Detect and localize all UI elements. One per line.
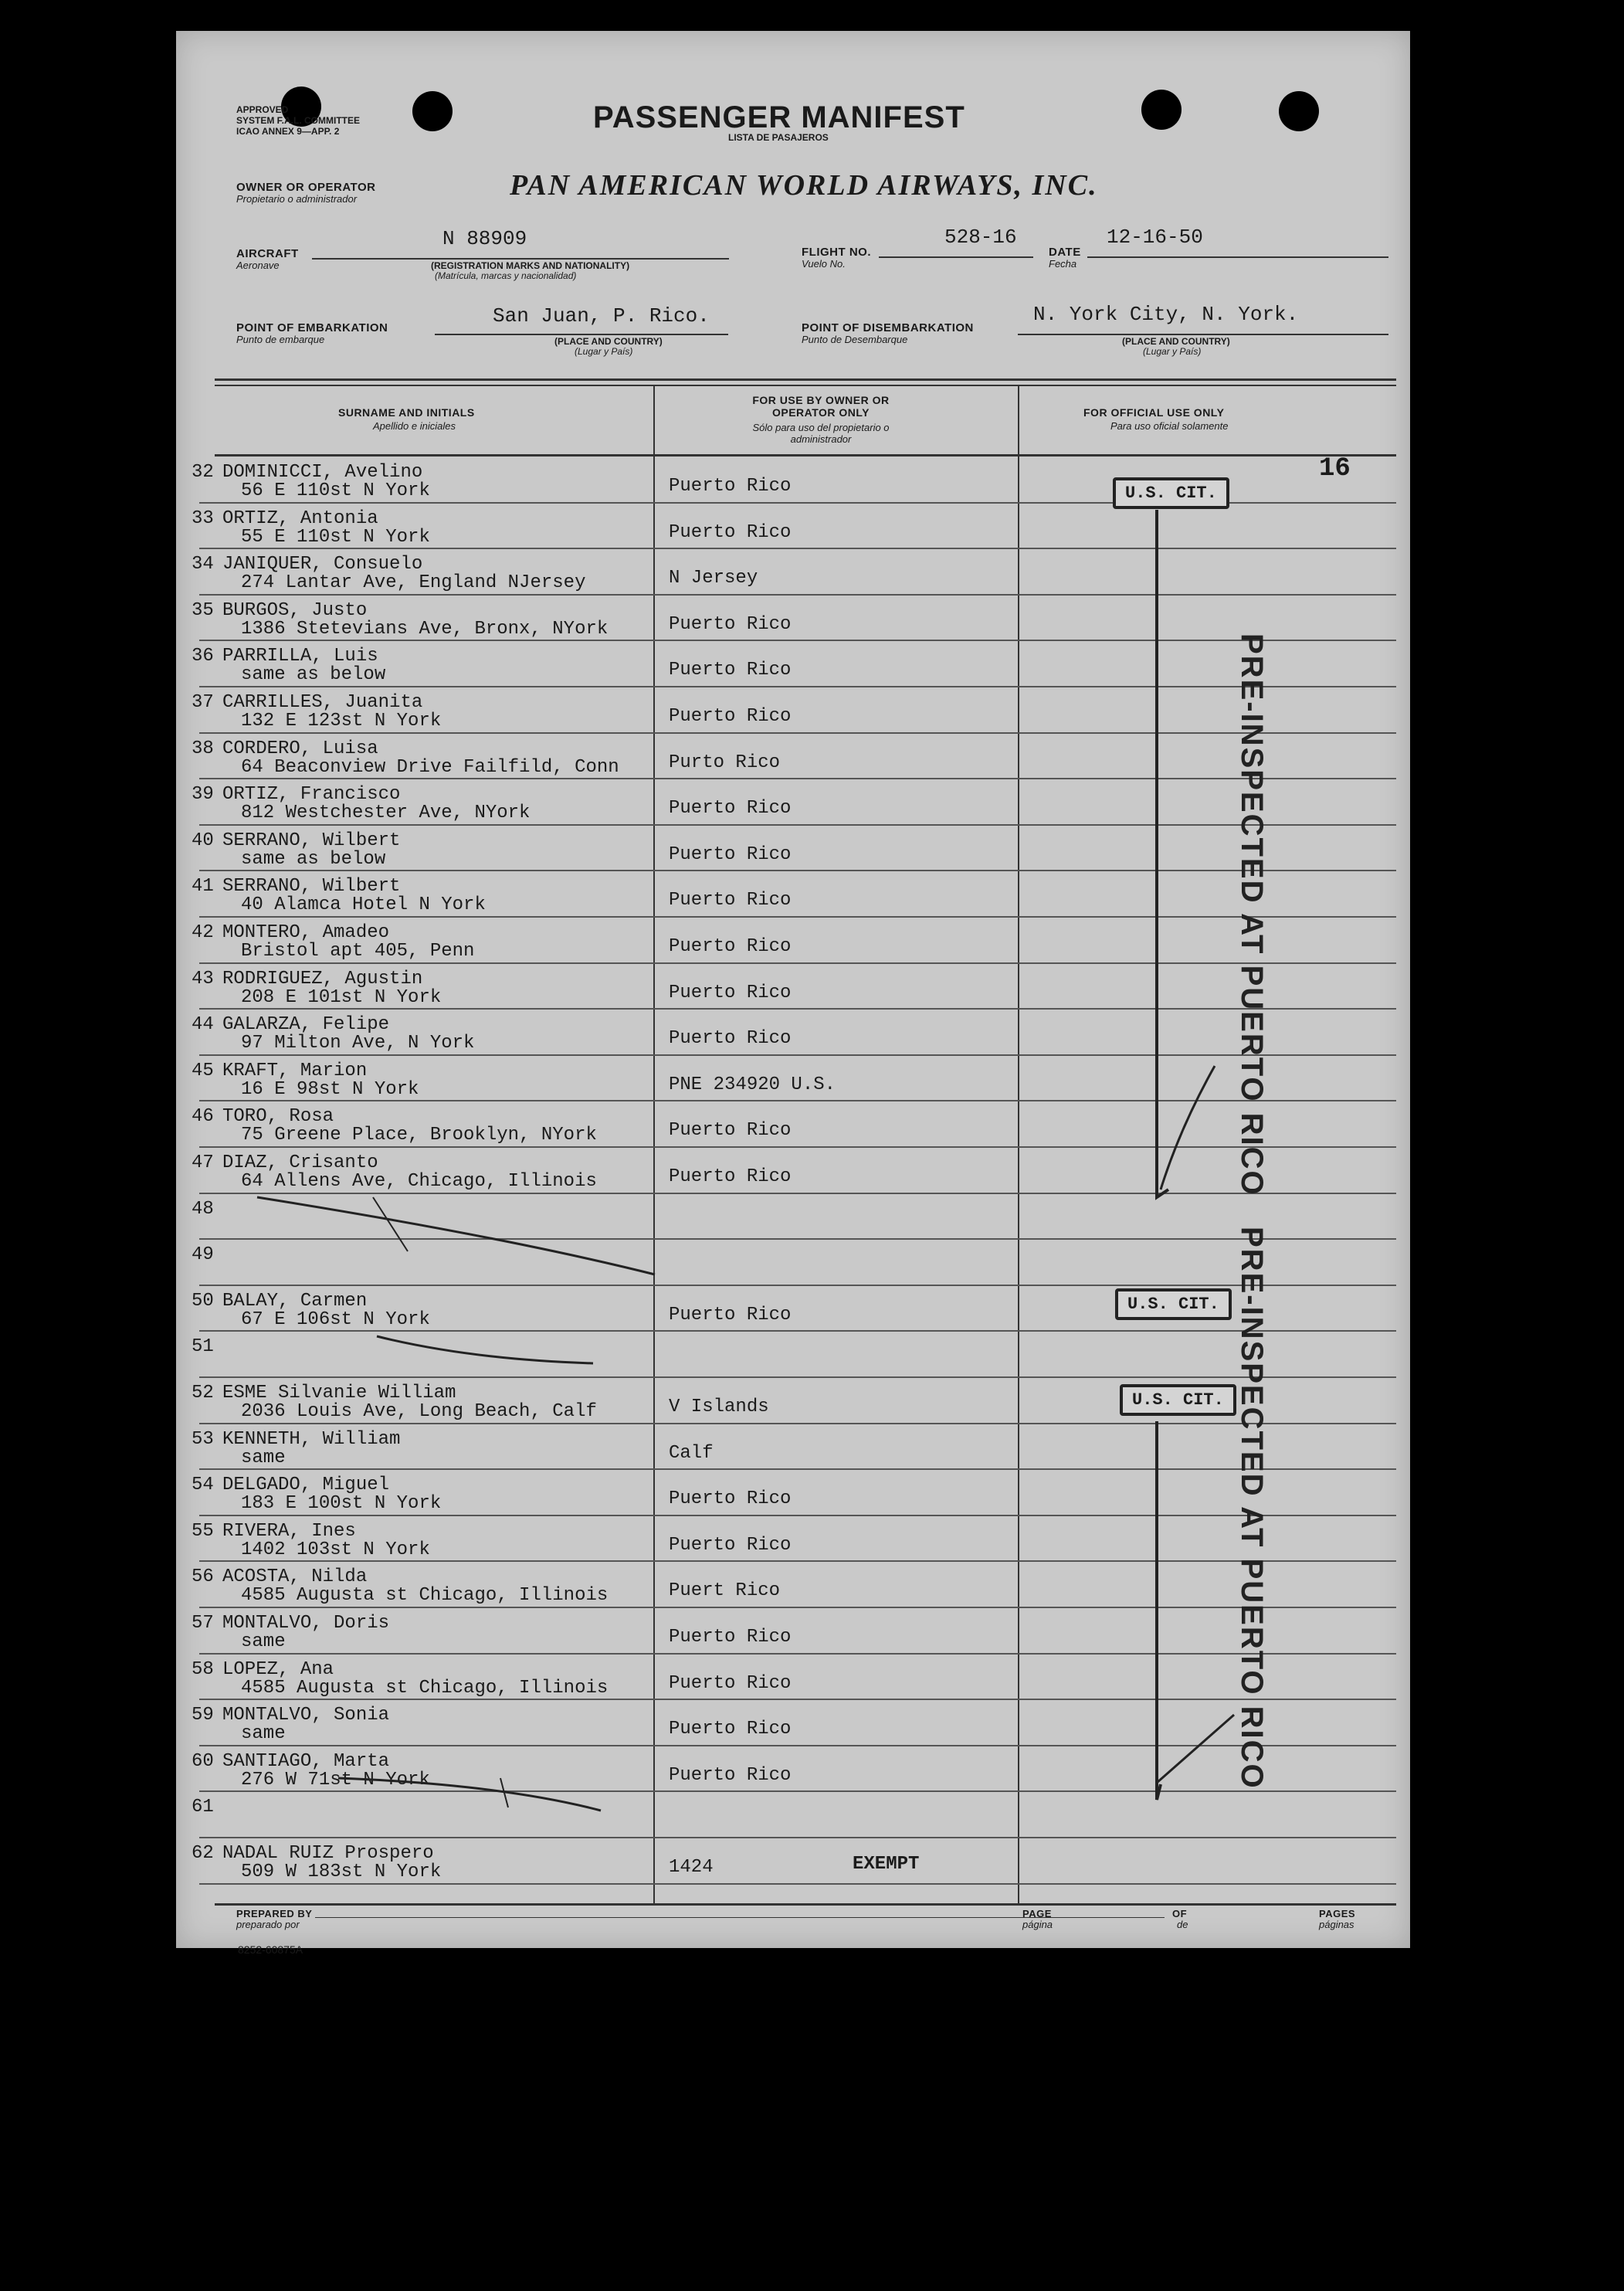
embark-label-es: Punto de embarque xyxy=(236,334,325,345)
passenger-name: RODRIGUEZ, Agustin xyxy=(222,968,423,989)
row-number: 58 xyxy=(192,1658,214,1680)
pages-label: PAGES xyxy=(1319,1908,1356,1919)
passenger-origin: Puerto Rico xyxy=(669,798,792,820)
embark-label: POINT OF EMBARKATION xyxy=(236,321,388,334)
passenger-origin: Puerto Rico xyxy=(669,1764,792,1786)
row-number: 56 xyxy=(192,1566,214,1588)
passenger-address: 40 Alamca Hotel N York xyxy=(241,894,486,916)
passenger-origin: Puerto Rico xyxy=(669,936,792,957)
prepared-label: PREPARED BY xyxy=(236,1908,313,1919)
passenger-address: 812 Westchester Ave, NYork xyxy=(241,803,531,824)
passenger-address: 64 Beaconview Drive Failfild, Conn xyxy=(241,756,619,778)
passenger-name: SERRANO, Wilbert xyxy=(222,830,401,851)
passenger-address: 1402 103st N York xyxy=(241,1539,430,1560)
passenger-origin: PNE 234920 U.S. xyxy=(669,1074,836,1095)
passenger-name: ESME Silvanie William xyxy=(222,1383,456,1403)
passenger-origin: 1424 xyxy=(669,1857,714,1878)
of-label: OF xyxy=(1172,1908,1188,1919)
passenger-origin: Puerto Rico xyxy=(669,890,792,911)
passenger-address: 183 E 100st N York xyxy=(241,1493,442,1515)
flight-label: FLIGHT NO. xyxy=(802,246,871,259)
passenger-name: TORO, Rosa xyxy=(222,1106,334,1128)
row-number: 39 xyxy=(192,784,214,806)
passenger-address: 132 E 123st N York xyxy=(241,711,442,731)
passenger-origin: Puerto Rico xyxy=(669,613,792,635)
passenger-name: DIAZ, Crisanto xyxy=(222,1152,378,1173)
page-title-es: LISTA DE PASAJEROS xyxy=(728,132,829,143)
owner-value: PAN AMERICAN WORLD AIRWAYS, INC. xyxy=(510,169,1098,202)
passenger-origin: Puerto Rico xyxy=(669,1534,792,1556)
aircraft-note: (REGISTRATION MARKS AND NATIONALITY) xyxy=(431,260,630,271)
embark-value: San Juan, P. Rico. xyxy=(493,304,710,328)
row-number: 46 xyxy=(192,1106,214,1128)
passenger-name: MONTALVO, Sonia xyxy=(222,1705,390,1726)
row-number: 41 xyxy=(192,876,214,898)
date-value: 12-16-50 xyxy=(1107,226,1203,249)
row-number: 45 xyxy=(192,1060,214,1081)
passenger-name: LOPEZ, Ana xyxy=(222,1658,334,1680)
preinspected-stamp: PRE-INSPECTED AT PUERTO RICO xyxy=(1235,633,1269,1196)
approval-line-2: SYSTEM F.A.L. COMMITTEE xyxy=(236,115,361,126)
row-number: 61 xyxy=(192,1797,214,1818)
passenger-address: 67 E 106st N York xyxy=(241,1308,430,1330)
passenger-address: 75 Greene Place, Brooklyn, NYork xyxy=(241,1125,597,1146)
passenger-address: Bristol apt 405, Penn xyxy=(241,941,475,962)
disembark-place-note-es: (Lugar y País) xyxy=(1143,346,1202,357)
date-label-es: Fecha xyxy=(1049,258,1077,270)
passenger-address: same xyxy=(241,1631,286,1652)
col-operator-header: FOR USE BY OWNER OR OPERATOR ONLY xyxy=(752,394,890,419)
col-official-header-es: Para uso oficial solamente xyxy=(1110,420,1229,432)
prepared-label-es: preparado por xyxy=(236,1919,300,1930)
row-number: 51 xyxy=(192,1336,214,1358)
row-number: 38 xyxy=(192,738,214,759)
passenger-name: JANIQUER, Consuelo xyxy=(222,554,423,575)
row-number: 42 xyxy=(192,922,214,943)
owner-label: OWNER OR OPERATOR xyxy=(236,181,376,194)
row-number: 49 xyxy=(192,1244,214,1266)
disembark-label-es: Punto de Desembarque xyxy=(802,334,908,345)
flight-value: 528-16 xyxy=(944,226,1017,249)
passenger-address: 16 E 98st N York xyxy=(241,1078,419,1100)
passenger-address: same as below xyxy=(241,848,386,870)
row-number: 40 xyxy=(192,830,214,851)
col-surname-header: SURNAME AND INITIALS xyxy=(338,406,475,419)
passenger-name: DOMINICCI, Avelino xyxy=(222,462,423,483)
manifest-paper xyxy=(176,31,1410,1956)
embark-place-note: (PLACE AND COUNTRY) xyxy=(554,336,663,347)
row-number: 37 xyxy=(192,692,214,713)
passenger-name: GALARZA, Felipe xyxy=(222,1014,390,1036)
row-number: 54 xyxy=(192,1475,214,1496)
exempt-note: EXEMPT xyxy=(853,1854,920,1875)
passenger-name: SERRANO, Wilbert xyxy=(222,876,401,898)
form-code: 8252-60875A xyxy=(238,1943,303,1956)
row-number: 62 xyxy=(192,1843,214,1864)
passenger-address: 208 E 101st N York xyxy=(241,986,442,1008)
passenger-address: 56 E 110st N York xyxy=(241,480,430,501)
passenger-origin: Puerto Rico xyxy=(669,476,792,497)
us-cit-stamp: U.S. CIT. xyxy=(1115,1288,1232,1320)
passenger-origin: Puerto Rico xyxy=(669,1166,792,1187)
passenger-name: ORTIZ, Francisco xyxy=(222,784,401,806)
passenger-address: same xyxy=(241,1723,286,1745)
page-title: PASSENGER MANIFEST xyxy=(593,100,965,134)
approval-line-1: APPROVED xyxy=(236,104,289,115)
passenger-origin: Puerto Rico xyxy=(669,1304,792,1325)
passenger-name: CARRILLES, Juanita xyxy=(222,692,423,713)
embark-place-note-es: (Lugar y País) xyxy=(575,346,633,357)
passenger-name: ACOSTA, Nilda xyxy=(222,1566,368,1588)
pages-label-es: páginas xyxy=(1319,1919,1354,1930)
passenger-origin: Puerto Rico xyxy=(669,1672,792,1694)
approval-line-3: ICAO ANNEX 9—APP. 2 xyxy=(236,126,340,137)
row-number: 35 xyxy=(192,599,214,621)
passenger-origin: Puerto Rico xyxy=(669,1627,792,1648)
row-number: 47 xyxy=(192,1152,214,1173)
passenger-origin: Puerto Rico xyxy=(669,982,792,1003)
passenger-name: RIVERA, Ines xyxy=(222,1520,356,1542)
disembark-place-note: (PLACE AND COUNTRY) xyxy=(1122,336,1230,347)
passenger-address: 4585 Augusta st Chicago, Illinois xyxy=(241,1585,609,1607)
passenger-address: 2036 Louis Ave, Long Beach, Calf xyxy=(241,1401,597,1422)
disembark-label: POINT OF DISEMBARKATION xyxy=(802,321,974,334)
passenger-name: ORTIZ, Antonia xyxy=(222,507,378,529)
us-cit-stamp: U.S. CIT. xyxy=(1120,1384,1236,1416)
passenger-name: KRAFT, Marion xyxy=(222,1060,368,1081)
passenger-address: 509 W 183st N York xyxy=(241,1862,442,1882)
passenger-origin: Puerto Rico xyxy=(669,706,792,727)
date-label: DATE xyxy=(1049,246,1081,259)
row-number: 55 xyxy=(192,1520,214,1542)
passenger-origin: Puert Rico xyxy=(669,1580,781,1602)
passenger-name: SANTIAGO, Marta xyxy=(222,1750,390,1772)
row-number: 52 xyxy=(192,1383,214,1403)
passenger-origin: Puerto Rico xyxy=(669,660,792,681)
page-label: PAGE xyxy=(1022,1908,1052,1919)
aircraft-label-es: Aeronave xyxy=(236,260,280,271)
row-number: 48 xyxy=(192,1198,214,1220)
passenger-name: MONTERO, Amadeo xyxy=(222,922,390,943)
passenger-address: same as below xyxy=(241,664,386,686)
passenger-address: 97 Milton Ave, N York xyxy=(241,1033,475,1054)
passenger-name: KENNETH, William xyxy=(222,1428,401,1450)
aircraft-note-es: (Matrícula, marcas y nacionalidad) xyxy=(435,270,577,281)
us-cit-stamp: U.S. CIT. xyxy=(1113,477,1229,509)
page-label-es: página xyxy=(1022,1919,1053,1930)
passenger-origin: Purto Rico xyxy=(669,752,781,773)
row-number: 60 xyxy=(192,1750,214,1772)
disembark-value: N. York City, N. York. xyxy=(1033,303,1299,326)
passenger-origin: Puerto Rico xyxy=(669,843,792,865)
passenger-origin: Puerto Rico xyxy=(669,1028,792,1050)
row-number: 36 xyxy=(192,646,214,667)
aircraft-label: AIRCRAFT xyxy=(236,247,299,260)
passenger-origin: Puerto Rico xyxy=(669,1488,792,1510)
passenger-name: DELGADO, Miguel xyxy=(222,1475,390,1496)
row-number: 50 xyxy=(192,1290,214,1312)
passenger-address: 4585 Augusta st Chicago, Illinois xyxy=(241,1677,609,1699)
row-number: 34 xyxy=(192,554,214,575)
col-surname-header-es: Apellido e iniciales xyxy=(373,420,456,432)
row-number: 43 xyxy=(192,968,214,989)
col-operator-header-es: Sólo para uso del propietario o administrador xyxy=(752,422,890,445)
passenger-address: 55 E 110st N York xyxy=(241,526,430,548)
passenger-origin: Puerto Rico xyxy=(669,521,792,543)
passenger-origin: Puerto Rico xyxy=(669,1120,792,1142)
aircraft-value: N 88909 xyxy=(442,227,527,250)
passenger-name: MONTALVO, Doris xyxy=(222,1613,390,1634)
passenger-address: 64 Allens Ave, Chicago, Illinois xyxy=(241,1171,597,1192)
passenger-name: BURGOS, Justo xyxy=(222,599,368,621)
passenger-origin: V Islands xyxy=(669,1397,769,1417)
passenger-address: 274 Lantar Ave, England NJersey xyxy=(241,572,586,594)
row-number: 57 xyxy=(192,1613,214,1634)
passenger-name: PARRILLA, Luis xyxy=(222,646,378,667)
preinspected-stamp: PRE-INSPECTED AT PUERTO RICO xyxy=(1235,1227,1269,1790)
of-label-es: de xyxy=(1177,1919,1188,1930)
col-official-header: FOR OFFICIAL USE ONLY xyxy=(1083,406,1225,419)
passenger-address: 1386 Stetevians Ave, Bronx, NYork xyxy=(241,618,609,640)
row-number: 44 xyxy=(192,1014,214,1036)
row-number: 33 xyxy=(192,507,214,529)
passenger-origin: N Jersey xyxy=(669,568,758,589)
passenger-address: same xyxy=(241,1447,286,1468)
row-number: 32 xyxy=(192,462,214,483)
owner-label-es: Propietario o administrador xyxy=(236,193,358,205)
passenger-name: NADAL RUIZ Prospero xyxy=(222,1843,434,1864)
passenger-name: BALAY, Carmen xyxy=(222,1290,368,1312)
page-count: 16 xyxy=(1319,454,1351,484)
row-number: 59 xyxy=(192,1705,214,1726)
official-marks xyxy=(176,31,1410,1948)
passenger-origin: Calf xyxy=(669,1442,714,1464)
row-number: 53 xyxy=(192,1428,214,1450)
passenger-address: 276 W 71st N York xyxy=(241,1769,430,1790)
passenger-origin: Puerto Rico xyxy=(669,1719,792,1740)
flight-label-es: Vuelo No. xyxy=(802,258,846,270)
passenger-name: CORDERO, Luisa xyxy=(222,738,378,759)
